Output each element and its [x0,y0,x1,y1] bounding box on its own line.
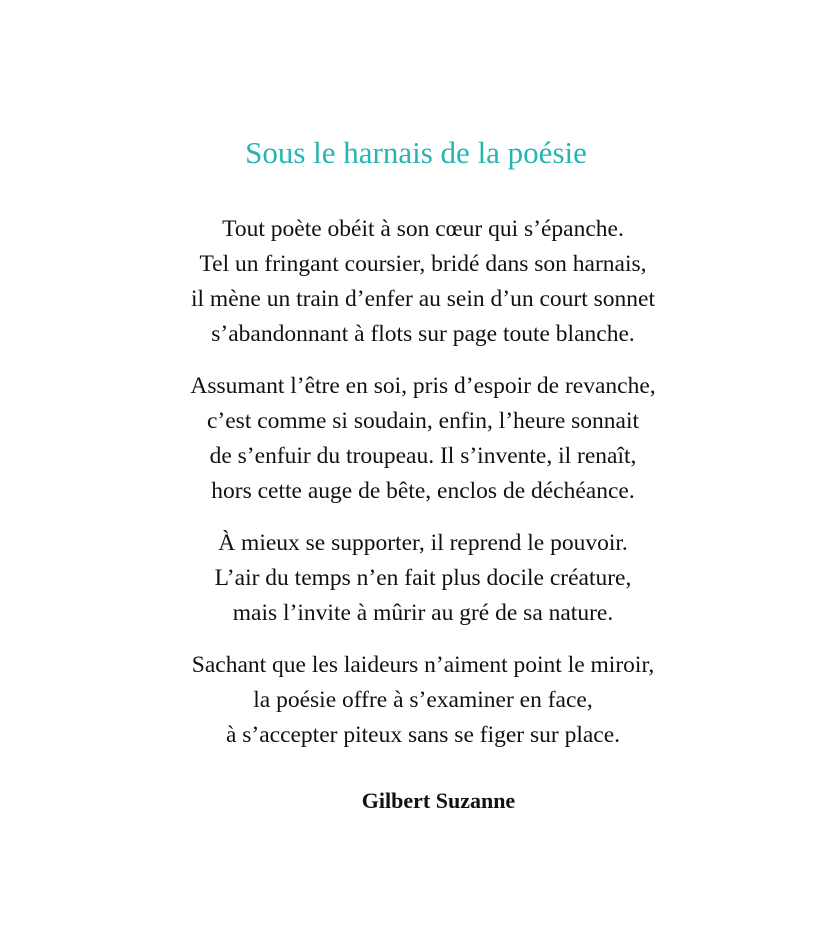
stanza [0,369,827,509]
stanza [0,526,827,631]
poem-line: L’air du temps n’en fait plus docile créature, [214,565,632,591]
poem-line: c’est comme si soudain, enfin, l’heure sonnait [206,408,640,434]
poem-line: à s’accepter piteux sans se figer sur place. [225,722,621,748]
poem-line: Sachant que les laideurs n’aiment point le miroir, [191,652,655,678]
stanza [0,212,827,352]
poem-line: hors cette auge de bête, enclos de déchéance. [211,478,635,504]
poem-line: mais l’invite à mûrir au gré de sa nature. [232,600,614,626]
poem-line: il mène un train d’enfer au sein d’un court sonnet [191,286,655,312]
poem-line: s’abandonnant à flots sur page toute blanche. [211,321,635,347]
poem-line: de s’enfuir du troupeau. Il s’invente, il renaît, [209,443,637,469]
poem-line: la poésie offre à s’examiner en face, [253,687,593,713]
author-name: Gilbert Suzanne [361,788,516,813]
poem-line: Tel un fringant coursier, bridé dans son harnais, [199,251,647,277]
poem-line: Assumant l’être en soi, pris d’espoir de revanche, [190,373,656,399]
poem-title: Sous le harnais de la poésie [245,135,587,170]
poem-line: Tout poète obéit à son cœur qui s’épanche. [222,216,624,242]
poem-line: À mieux se supporter, il reprend le pouvoir. [218,530,628,556]
poem-body [0,212,827,770]
stanza [0,648,827,753]
